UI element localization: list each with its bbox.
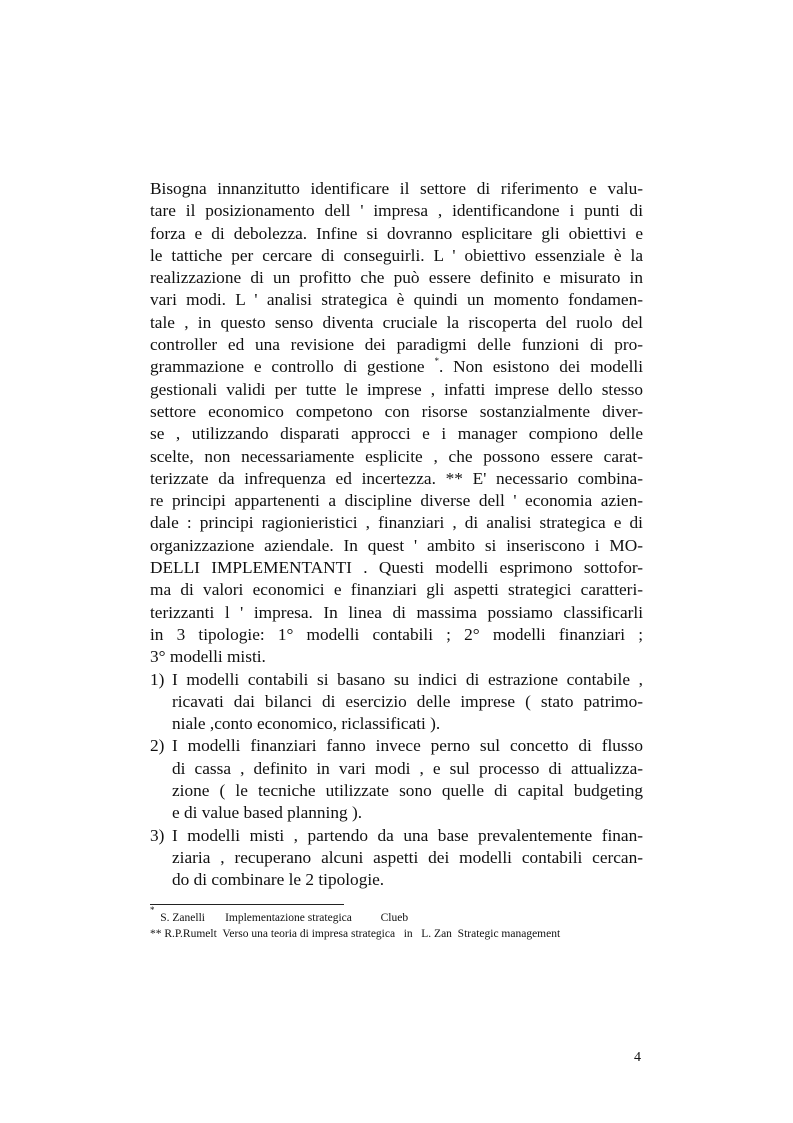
list-line: I modelli misti , partendo da una base prevalentemente finan- bbox=[172, 825, 643, 845]
paragraph-line: forza e di debolezza. Infine si dovranno esplicitare gli obiettivi e bbox=[150, 223, 643, 243]
paragraph-line: DELLI IMPLEMENTANTI . Questi modelli esprimono sottofor- bbox=[150, 558, 643, 578]
paragraph-line: organizzazione aziendale. In quest ' ambito si inseriscono i MO- bbox=[150, 535, 643, 555]
footnote-marker: * bbox=[150, 905, 155, 915]
paragraph-line-part: grammazione e controllo di gestione bbox=[150, 357, 425, 377]
paragraph-line: tale , in questo senso diventa cruciale la riscoperta del ruolo del bbox=[150, 312, 643, 332]
list-line: di cassa , definito in vari modi , e sul processo di attualizza- bbox=[172, 758, 643, 778]
footnote-divider bbox=[150, 904, 344, 905]
list-number: 1) bbox=[150, 669, 165, 689]
list-number: 3) bbox=[150, 825, 165, 845]
list-line: zione ( le tecniche utilizzate sono quelle di capital budgeting bbox=[172, 781, 643, 801]
footnote-marker: ** bbox=[150, 928, 162, 940]
list-line: ricavati dai bilanci di esercizio delle imprese ( stato patrimo- bbox=[172, 691, 643, 711]
paragraph-line-with-footnote bbox=[150, 356, 643, 378]
paragraph-line: ma di valori economici e finanziari gli aspetti strategici caratteri- bbox=[150, 580, 643, 600]
footnote bbox=[150, 905, 670, 926]
paragraph-line: scelte, non necessariamente esplicite , che possono essere carat- bbox=[150, 446, 643, 466]
paragraph-line: vari modi. L ' analisi strategica è quindi un momento fondamen- bbox=[150, 290, 643, 310]
paragraph-line: terizzanti l ' impresa. In linea di massima possiamo classificarli bbox=[150, 602, 643, 622]
page-number: 4 bbox=[634, 1050, 641, 1065]
list-number: 2) bbox=[150, 736, 165, 756]
paragraph-line: terizzate da infrequenza ed incertezza. ** E' necessario combina- bbox=[150, 468, 643, 488]
paragraph-line: tare il posizionamento dell ' impresa , identificandone i punti di bbox=[150, 201, 643, 221]
footnote bbox=[150, 926, 670, 942]
paragraph-line: 3° modelli misti. bbox=[150, 647, 266, 667]
paragraph-line: le tattiche per cercare di conseguirli. L ' obiettivo essenziale è la bbox=[150, 245, 643, 265]
paragraph-line: dale : principi ragionieristici , finanziari , di analisi strategica e di bbox=[150, 513, 643, 533]
paragraph-line-part: . Non esistono dei modelli bbox=[438, 357, 644, 377]
paragraph-line: re principi appartenenti a discipline diverse dell ' economia azien- bbox=[150, 491, 643, 511]
paragraph-line: realizzazione di un profitto che può essere definito e misurato in bbox=[150, 268, 643, 288]
list-line: I modelli contabili si basano su indici di estrazione contabile , bbox=[172, 669, 643, 689]
list-line: do di combinare le 2 tipologie. bbox=[172, 870, 385, 890]
footnote-text: S. Zanelli Implementazione strategica Clueb bbox=[154, 912, 409, 924]
list-item bbox=[150, 735, 643, 824]
list-line: niale ,conto economico, riclassificati ). bbox=[172, 714, 441, 734]
paragraph-line: gestionali validi per tutte le imprese , infatti imprese dello stesso bbox=[150, 379, 643, 399]
list-line: ziaria , recuperano alcuni aspetti dei modelli contabili cercan- bbox=[172, 847, 643, 867]
list-item bbox=[150, 669, 643, 736]
paragraph-line: Bisogna innanzitutto identificare il settore di riferimento e valu- bbox=[150, 179, 643, 198]
paragraph-line: settore economico competono con risorse sostanzialmente diver- bbox=[150, 401, 643, 421]
paragraph-line: se , utilizzando disparati approcci e i manager compiono delle bbox=[150, 424, 643, 444]
paragraph-line: in 3 tipologie: 1° modelli contabili ; 2° modelli finanziari ; bbox=[150, 624, 643, 644]
footnote-marker: * bbox=[434, 356, 439, 367]
main-paragraph bbox=[150, 178, 643, 669]
list-item bbox=[150, 825, 643, 892]
list-line: I modelli finanziari fanno invece perno sul concetto di flusso bbox=[172, 736, 643, 756]
list-line: e di value based planning ). bbox=[172, 803, 363, 823]
footnote-text: R.P.Rumelt Verso una teoria di impresa strategica in L. Zan Strategic management bbox=[161, 928, 561, 940]
body-text bbox=[150, 178, 643, 892]
footnotes bbox=[150, 905, 670, 942]
paragraph-line: controller ed una revisione dei paradigmi delle funzioni di pro- bbox=[150, 335, 643, 355]
numbered-list bbox=[150, 669, 643, 892]
